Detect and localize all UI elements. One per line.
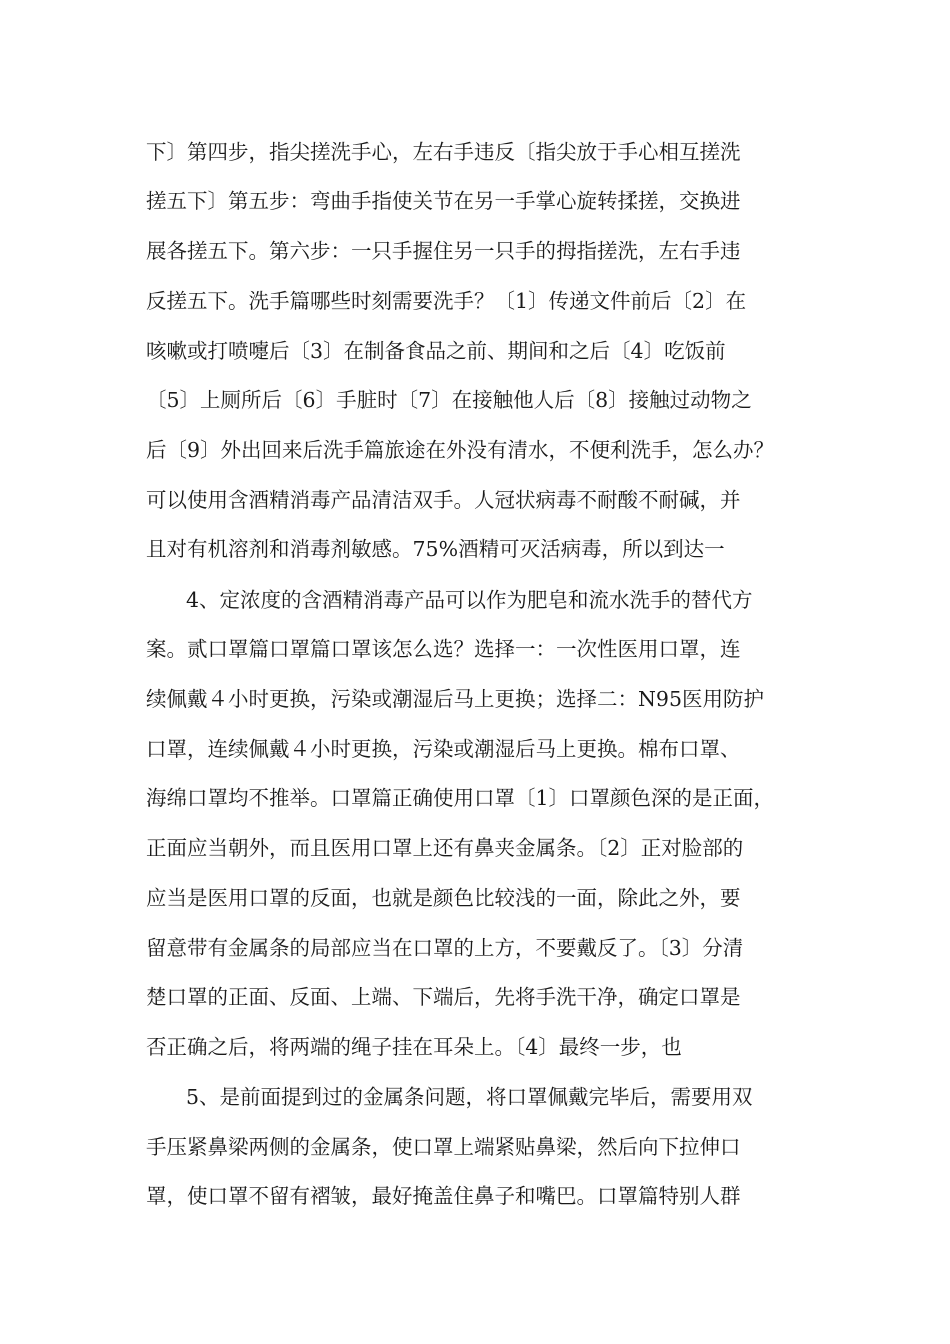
text-line: 展各搓五下。第六步：一只手握住另一只手的拇指搓洗，左右手违 xyxy=(146,239,741,263)
text-line: 否正确之后，将两端的绳子挂在耳朵上。〔4〕最终一步，也 xyxy=(146,1035,682,1059)
text-line: 正面应当朝外，而且医用口罩上还有鼻夹金属条。〔2〕正对脸部的 xyxy=(146,836,744,860)
text-line: 手压紧鼻梁两侧的金属条，使口罩上端紧贴鼻梁，然后向下拉伸口 xyxy=(146,1135,741,1159)
text-line: 海绵口罩均不推举。口罩篇正确使用口罩〔1〕口罩颜色深的是正面， xyxy=(146,786,775,810)
text-line: 搓五下〕第五步：弯曲手指使关节在另一手掌心旋转揉搓，交换进 xyxy=(146,189,741,213)
text-line: 且对有机溶剂和消毒剂敏感。75%酒精可灭活病毒，所以到达一 xyxy=(146,537,725,561)
text-line: 可以使用含酒精消毒产品清洁双手。人冠状病毒不耐酸不耐碱，并 xyxy=(146,488,741,512)
text-line: 后〔9〕外出回来后洗手篇旅途在外没有清水，不便利洗手，怎么办？ xyxy=(146,438,775,462)
paragraph-start-line: 5、是前面提到过的金属条问题，将口罩佩戴完毕后，需要用双 xyxy=(186,1085,753,1109)
text-line: 留意带有金属条的局部应当在口罩的上方，不要戴反了。〔3〕分清 xyxy=(146,936,744,960)
text-line: 〔5〕上厕所后〔6〕手脏时〔7〕在接触他人后〔8〕接触过动物之 xyxy=(146,388,752,412)
paragraph-start-line: 4、定浓度的含酒精消毒产品可以作为肥皂和流水洗手的替代方 xyxy=(186,588,753,612)
text-line: 应当是医用口罩的反面，也就是颜色比较浅的一面，除此之外，要 xyxy=(146,886,741,910)
text-line: 咳嗽或打喷嚏后〔3〕在制备食品之前、期间和之后〔4〕吃饭前 xyxy=(146,339,726,363)
text-line: 续佩戴４小时更换，污染或潮湿后马上更换；选择二：N95医用防护 xyxy=(146,687,765,711)
text-line: 反搓五下。洗手篇哪些时刻需要洗手？〔1〕传递文件前后〔2〕在 xyxy=(146,289,747,313)
text-line: 罩，使口罩不留有褶皱，最好掩盖住鼻子和嘴巴。口罩篇特别人群 xyxy=(146,1184,741,1208)
text-line: 楚口罩的正面、反面、上端、下端后，先将手洗干净，确定口罩是 xyxy=(146,985,741,1009)
text-line: 下〕第四步，指尖搓洗手心，左右手违反〔指尖放于手心相互搓洗 xyxy=(146,140,741,164)
text-line: 案。贰口罩篇口罩篇口罩该怎么选？选择一：一次性医用口罩，连 xyxy=(146,637,741,661)
text-line: 口罩，连续佩戴４小时更换，污染或潮湿后马上更换。棉布口罩、 xyxy=(146,737,741,761)
